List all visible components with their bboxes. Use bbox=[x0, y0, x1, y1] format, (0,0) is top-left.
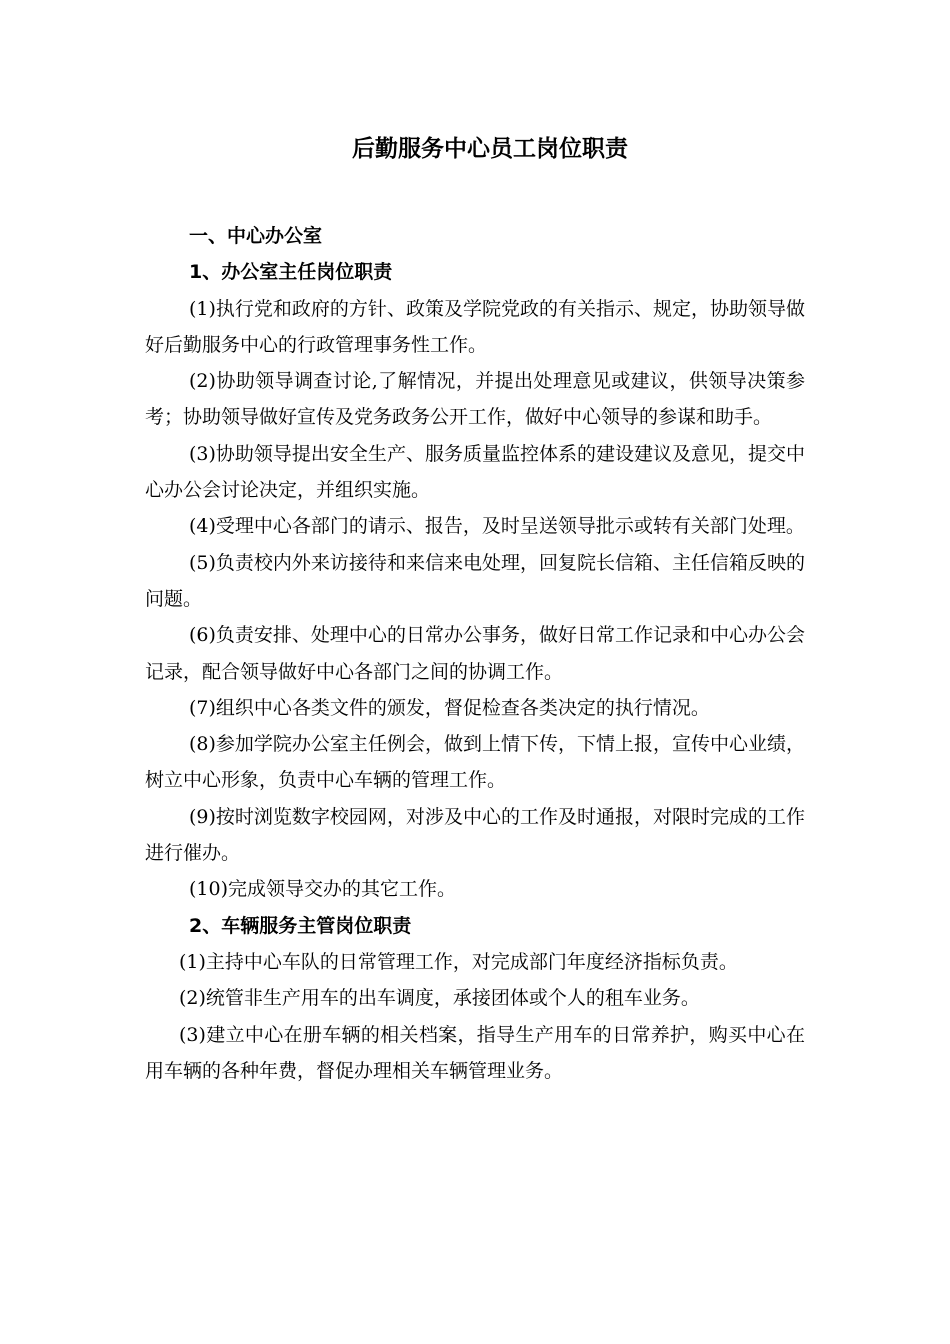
duty-item: (4)受理中心各部门的请示、报告，及时呈送领导批示或转有关部门处理。 bbox=[189, 515, 805, 538]
duty-item: (5)负责校内外来访接待和来信来电处理，回复院长信箱、主任信箱反映的问题。 bbox=[145, 551, 805, 610]
duty-item: (8)参加学院办公室主任例会，做到上情下传，下情上报，宣传中心业绩，树立中心形象，负责中心车辆的管理工作。 bbox=[145, 733, 805, 792]
duty-item: (3)建立中心在册车辆的相关档案，指导生产用车的日常养护，购买中心在用车辆的各种年费，督促办理相关车辆管理业务。 bbox=[145, 1023, 805, 1082]
document-body bbox=[145, 218, 805, 1089]
duty-item: (2)协助领导调查讨论,了解情况，并提出处理意见或建议，供领导决策参考；协助领导做好宣传及党务政务公开工作，做好中心领导的参谋和助手。 bbox=[145, 370, 805, 429]
document-title: 后勤服务中心员工岗位职责 bbox=[352, 136, 628, 162]
duty-item: (2)统管非生产用车的出车调度，承接团体或个人的租车业务。 bbox=[179, 987, 700, 1010]
duty-item: (1)主持中心车队的日常管理工作，对完成部门年度经济指标负责。 bbox=[179, 950, 738, 973]
subsection-heading-office-director: 1、办公室主任岗位职责 bbox=[189, 261, 393, 284]
duty-item: (1)执行党和政府的方针、政策及学院党政的有关指示、规定，协助领导做好后勤服务中心的行政管理事务性工作。 bbox=[145, 297, 805, 356]
duty-item: (6)负责安排、处理中心的日常办公事务，做好日常工作记录和中心办公会记录，配合领导做好中心各部门之间的协调工作。 bbox=[145, 624, 805, 683]
duty-item: (10)完成领导交办的其它工作。 bbox=[189, 878, 457, 901]
duty-item: (3)协助领导提出安全生产、服务质量监控体系的建设建议及意见，提交中心办公会讨论决定，并组织实施。 bbox=[145, 442, 805, 502]
duty-item: (9)按时浏览数字校园网，对涉及中心的工作及时通报，对限时完成的工作进行催办。 bbox=[145, 805, 805, 865]
subsection-heading-vehicle-supervisor: 2、车辆服务主管岗位职责 bbox=[189, 914, 412, 937]
duty-item: (7)组织中心各类文件的颁发，督促检查各类决定的执行情况。 bbox=[189, 696, 710, 719]
section-heading-office: 一、中心办公室 bbox=[189, 225, 323, 247]
